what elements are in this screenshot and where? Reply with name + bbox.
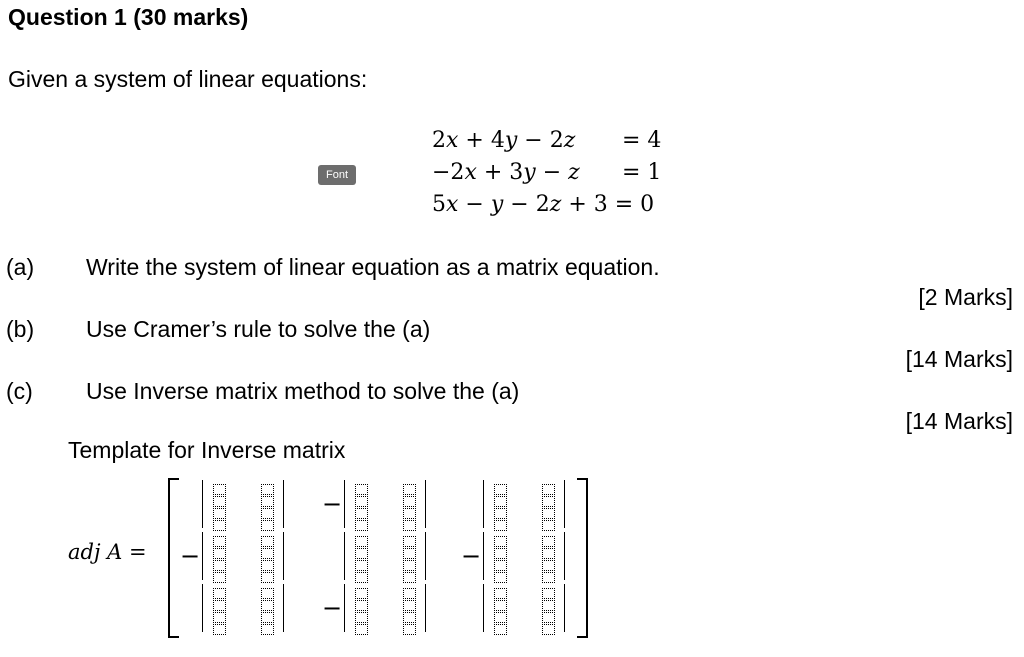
question-title: Question 1 (30 marks) [8,4,249,30]
placeholder-box[interactable] [355,546,368,559]
placeholder-box[interactable] [403,518,416,531]
equation-1-rhs: = 4 [622,128,662,153]
matrix-left-bracket [168,478,179,638]
placeholder-box[interactable] [261,598,274,611]
placeholder-box[interactable] [355,570,368,583]
placeholder-box[interactable] [355,622,368,635]
minus-sign: − [322,594,343,622]
placeholder-box[interactable] [542,570,555,583]
placeholder-box[interactable] [403,598,416,611]
placeholder-box[interactable] [494,570,507,583]
placeholder-box[interactable] [403,494,416,507]
minus-sign: − [461,542,482,570]
placeholder-box[interactable] [403,570,416,583]
intro-text: Given a system of linear equations: [8,66,368,92]
minor-determinant [483,584,565,632]
placeholder-box[interactable] [494,598,507,611]
placeholder-box[interactable] [213,546,226,559]
part-c-label: (c) [6,378,33,404]
placeholder-box[interactable] [213,494,226,507]
part-a-marks: [2 Marks] [918,284,1013,310]
placeholder-box[interactable] [261,546,274,559]
placeholder-box[interactable] [542,622,555,635]
part-b-text: Use Cramer’s rule to solve the (a) [86,316,431,342]
part-c-text: Use Inverse matrix method to solve the (a) [86,378,520,404]
minus-sign: − [322,490,343,518]
placeholder-box[interactable] [213,622,226,635]
minus-sign: − [180,542,201,570]
placeholder-box[interactable] [213,598,226,611]
minor-determinant [344,584,426,632]
matrix-right-bracket [577,478,588,638]
equation-3: 5x − y − 2z + 3 = 0 [432,192,655,217]
minor-determinant [344,480,426,528]
placeholder-box[interactable] [355,598,368,611]
minor-determinant [202,480,284,528]
equation-1: 2x + 4y − 2z [432,128,576,153]
minor-determinant [202,532,284,580]
placeholder-box[interactable] [494,518,507,531]
equation-2: −2x + 3y − z [432,160,580,185]
part-a-label: (a) [6,254,35,280]
minor-determinant [483,532,565,580]
placeholder-box[interactable] [494,494,507,507]
placeholder-box[interactable] [403,622,416,635]
placeholder-box[interactable] [355,494,368,507]
placeholder-box[interactable] [261,494,274,507]
placeholder-box[interactable] [542,518,555,531]
placeholder-box[interactable] [355,518,368,531]
placeholder-box[interactable] [261,518,274,531]
placeholder-box[interactable] [213,518,226,531]
placeholder-box[interactable] [542,598,555,611]
placeholder-box[interactable] [261,570,274,583]
placeholder-box[interactable] [542,546,555,559]
placeholder-box[interactable] [494,546,507,559]
part-c-marks: [14 Marks] [905,408,1013,434]
part-a-text: Write the system of linear equation as a matrix equation. [86,254,660,280]
equation-2-rhs: = 1 [622,160,662,185]
minor-determinant [202,584,284,632]
placeholder-box[interactable] [542,494,555,507]
minor-determinant [344,532,426,580]
placeholder-box[interactable] [213,570,226,583]
template-title: Template for Inverse matrix [68,437,346,463]
placeholder-box[interactable] [403,546,416,559]
placeholder-box[interactable] [494,622,507,635]
part-b-marks: [14 Marks] [905,346,1013,372]
adj-a-label: adj A = [68,540,147,564]
placeholder-box[interactable] [261,622,274,635]
font-chip[interactable]: Font [318,165,356,185]
part-b-label: (b) [6,316,35,342]
minor-determinant [483,480,565,528]
